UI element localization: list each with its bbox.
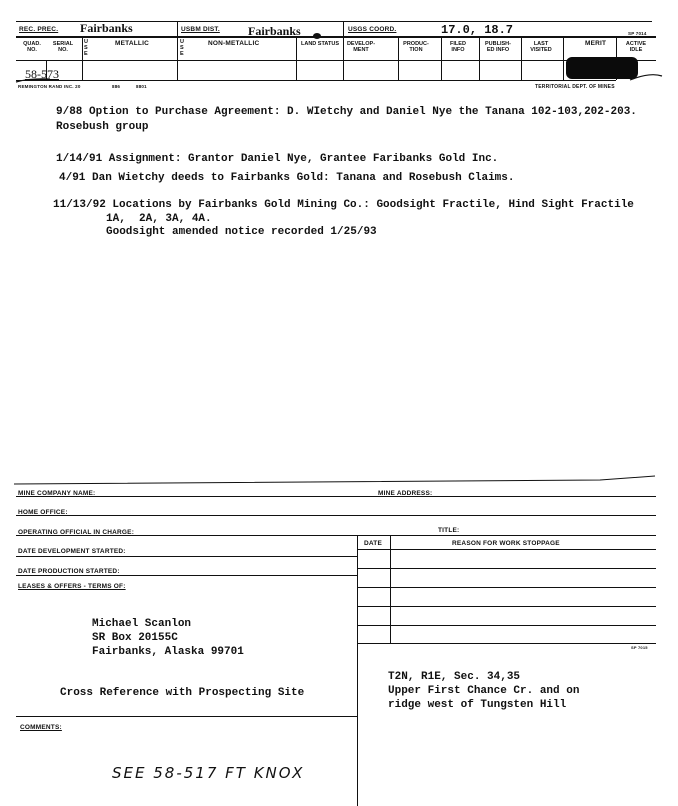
location-line-1: T2N, R1E, Sec. 34,35 — [388, 671, 521, 683]
mine-company-label: MINE COMPANY NAME: — [18, 490, 96, 497]
home-office-line — [16, 515, 656, 516]
footer-top-line — [0, 470, 678, 490]
comments-label: COMMENTS: — [20, 724, 62, 731]
location-line-2: Upper First Chance Cr. and on — [388, 685, 580, 697]
record-number: 58-573 — [25, 67, 59, 81]
rank-letter-u: U — [84, 39, 88, 45]
prod-started-line — [16, 575, 357, 576]
comments-line — [16, 716, 357, 717]
handwritten-note: SEE 58-517 FT KNOX — [112, 764, 305, 782]
rec-prec-label: REC. PREC. — [19, 26, 59, 33]
subheader-bottom-border — [16, 60, 656, 61]
address-line-2: SR Box 20155C — [92, 632, 178, 644]
address-line-3: Fairbanks, Alaska 99701 — [92, 646, 244, 658]
last-visited-label: LAST VISITED — [530, 41, 552, 53]
title-label: TITLE: — [438, 527, 460, 534]
entry-4-note: Goodsight amended notice recorded 1/25/93 — [106, 226, 377, 238]
printer-code-1: 886 — [112, 84, 121, 89]
home-office-label: HOME OFFICE: — [18, 509, 68, 516]
rank-letter-s: S — [84, 45, 88, 51]
dev-started-line — [16, 556, 357, 557]
production-label: PRODUC- TION — [403, 41, 429, 53]
rank-letter-e: E — [84, 51, 88, 57]
quad-no-label: QUAD. NO. — [23, 41, 41, 53]
active-idle-label: ACTIVE IDLE — [625, 41, 647, 53]
metallic-rank-letters — [84, 39, 88, 57]
nonmetallic-rank-letters — [180, 39, 184, 57]
entry-4: 11/13/92 Locations by Fairbanks Gold Mining Co.: Goodsight Fractile, Hind Sight Fractile — [53, 199, 634, 211]
header-divider — [177, 21, 178, 38]
printer-line: REMINGTON RAND INC. 20 — [18, 84, 81, 89]
entry-2: 1/14/91 Assignment: Grantor Daniel Nye, Grantee Faribanks Gold Inc. — [56, 153, 499, 165]
land-status-label: LAND STATUS — [301, 41, 339, 47]
location-line-3: ridge west of Tungsten Hill — [388, 699, 567, 711]
non-metallic-label: NON-METALLIC — [208, 40, 260, 47]
stoppage-row-line — [357, 587, 656, 588]
date-development-label: DATE DEVELOPMENT STARTED: — [18, 548, 126, 555]
printer-code-2: 8801 — [136, 84, 147, 89]
header-bottom-border — [16, 36, 656, 38]
rank-letter-e: E — [180, 51, 184, 57]
address-line-1: Michael Scanlon — [92, 618, 192, 630]
stoppage-row-line — [357, 625, 656, 626]
stoppage-row-line — [357, 643, 656, 644]
rank-letter-s: S — [180, 45, 184, 51]
leases-label: LEASES & OFFERS - TERMS OF: — [18, 583, 126, 590]
usgs-coord-label: USGS COORD. — [348, 26, 397, 33]
date-production-label: DATE PRODUCTION STARTED: — [18, 568, 120, 575]
stoppage-row-line — [357, 568, 656, 569]
usbm-dist-value: Fairbanks — [248, 24, 301, 38]
usbm-dist-label: USBM DIST. — [181, 26, 220, 33]
mine-company-line — [16, 496, 656, 497]
form-code-2: SP 7015 — [631, 645, 648, 650]
usgs-coord-value: 17.0, 18.7 — [441, 23, 514, 37]
rec-prec-value: Fairbanks — [80, 21, 133, 35]
entry-1: 9/88 Option to Purchase Agreement: D. WIetchy and Daniel Nye the Tanana 102-103,202-203. — [56, 106, 637, 118]
published-info-label: PUBLISH- ED INFO — [485, 41, 511, 53]
stoppage-table-left — [357, 535, 358, 806]
operating-official-label: OPERATING OFFICIAL IN CHARGE: — [18, 529, 135, 536]
stoppage-table-divider — [390, 535, 391, 643]
entry-4-cont: 1A, 2A, 3A, 4A. — [106, 213, 212, 225]
merit-label: MERIT — [585, 40, 607, 47]
development-label: DEVELOP- MENT — [346, 41, 376, 53]
territorial-label: TERRITORIAL DEPT. OF MINES — [535, 84, 615, 90]
form-code: SP 7014 — [628, 31, 647, 36]
rank-letter-u: U — [180, 39, 184, 45]
filed-info-label: FILED INFO — [450, 41, 466, 53]
serial-no-label: SERIAL NO. — [52, 41, 74, 53]
header-divider — [343, 21, 344, 38]
cross-reference: Cross Reference with Prospecting Site — [60, 687, 305, 699]
mine-address-label: MINE ADDRESS: — [378, 490, 433, 497]
metallic-label: METALLIC — [115, 40, 149, 47]
stoppage-header-line — [357, 549, 656, 550]
entry-3: 4/91 Dan Wietchy deeds to Fairbanks Gold: Tanana and Rosebush Claims. — [59, 172, 515, 184]
date-column-header: DATE — [364, 540, 383, 547]
reason-column-header: REASON FOR WORK STOPPAGE — [452, 540, 560, 547]
stoppage-row-line — [357, 606, 656, 607]
ink-blot — [313, 33, 321, 39]
entry-1-cont: Rosebush group — [56, 121, 149, 133]
